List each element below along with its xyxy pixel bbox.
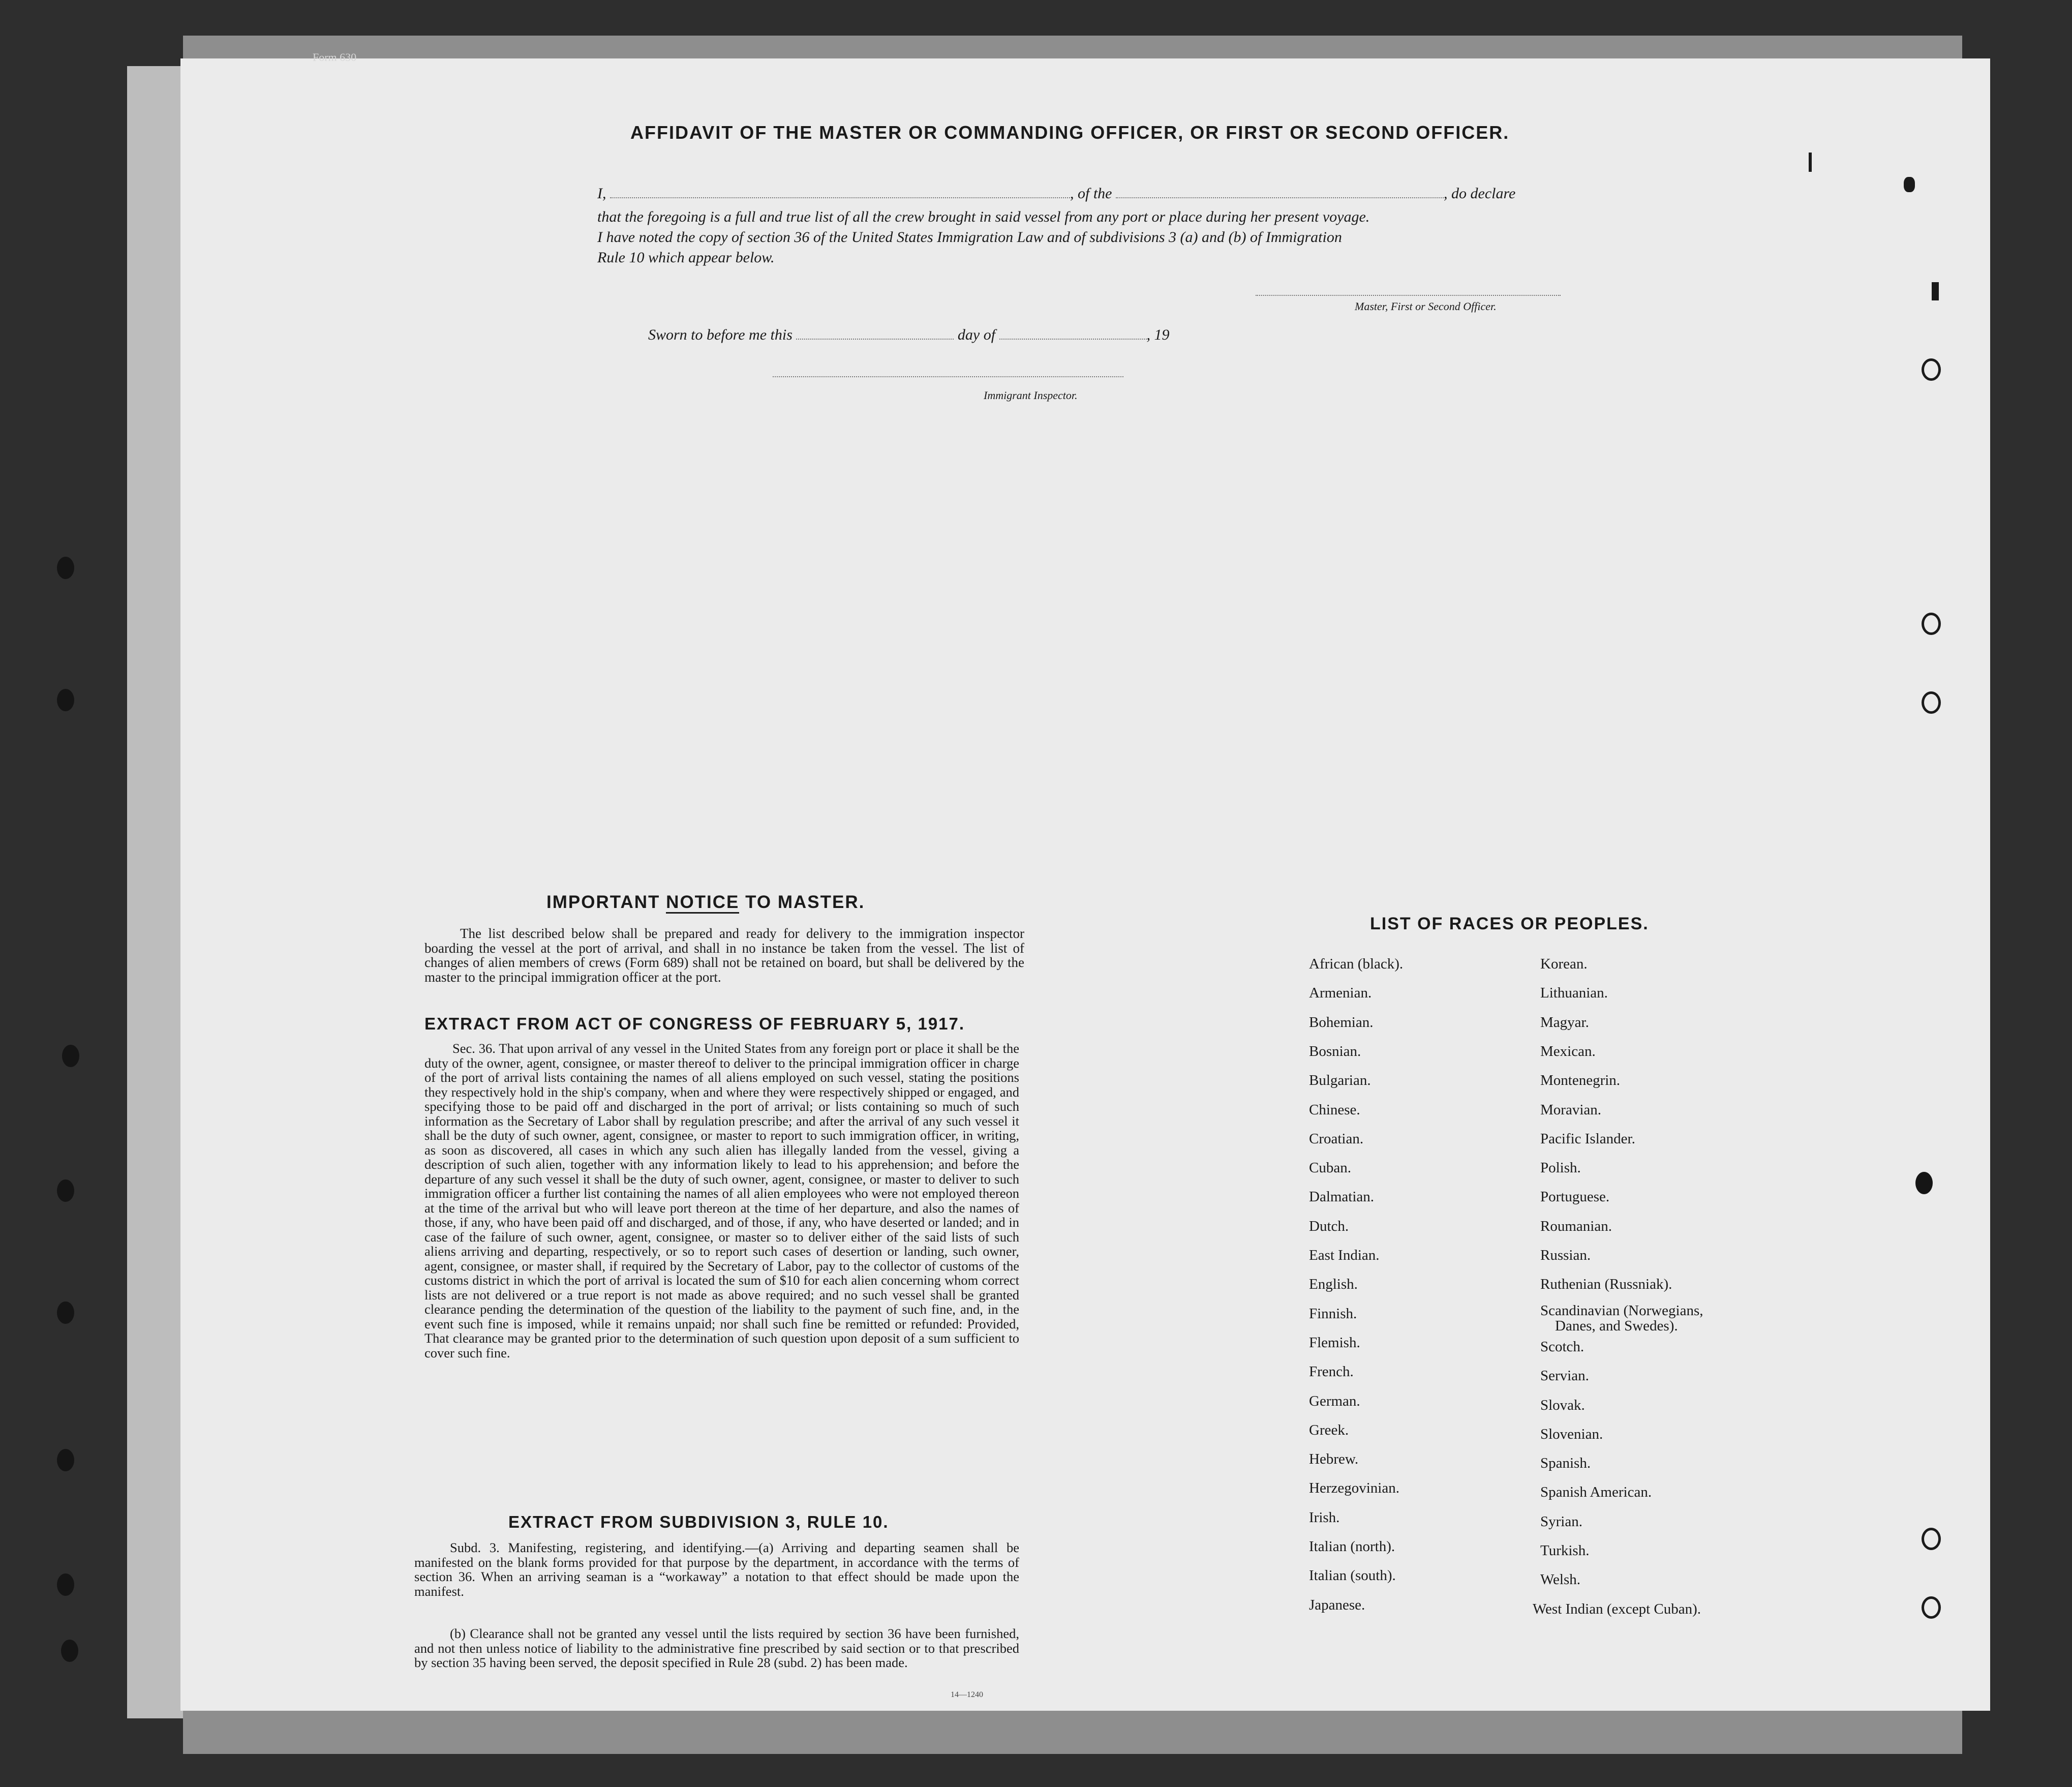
rule-extract-text-b: (b) Clearance shall not be granted any vessel until the lists required by section 36 have been furnished, and not then unless notice of liability to the administrative fine prescribed by said section or to that prescribed by section 35 having been served, the deposit specified in Rule 28 (subd. 2) has been made.: [414, 1626, 1019, 1670]
race-item: Polish.: [1540, 1160, 1581, 1176]
affidavit-line-start: I,: [597, 185, 606, 202]
binder-hole: [1922, 691, 1941, 714]
binder-hole: [57, 1449, 74, 1471]
notice-heading: [546, 892, 865, 913]
race-item: Pacific Islander.: [1540, 1130, 1635, 1147]
race-item: Russian.: [1540, 1247, 1591, 1263]
races-heading: LIST OF RACES OR PEOPLES.: [1370, 914, 1649, 933]
margin-mark: [1904, 177, 1915, 192]
race-item: Italian (south).: [1309, 1567, 1396, 1584]
race-item: Irish.: [1309, 1509, 1340, 1526]
race-item: Magyar.: [1540, 1014, 1589, 1031]
race-item: Flemish.: [1309, 1334, 1360, 1351]
act-extract-text: Sec. 36. That upon arrival of any vessel in the United States from any foreign port or place it shall be the duty of the owner, agent, consignee, or master thereof to deliver to the principal immigration officer in charge of the port of arrival lists containing the names of all aliens employed on such vessel, stating the positions they respectively hold in the ship's company, when and where they were respectively shipped or engaged, and specifying those to be paid off and discharged in the port of arrival; or lists containing so much of such information as the Secretary of Labor shall by regulation prescribe; and after the arrival of any such vessel it shall be the duty of such owner, agent, consignee, or master to report to such immigration officer, in writing, as soon as discovered, all cases in which any such alien has illegally landed from the vessel, giving a description of such alien, together with any information likely to lead to his apprehension; and before the departure of any such vessel it shall be the duty of such owner, agent, consignee, or master to deliver to such immigration officer a further list containing the names of all alien employees who were not employed thereon at the time of the arrival but who will leave port thereon at the time of her departure, and also the names of those, if any, who have been paid off and discharged, and of those, if any, who have deserted or landed; and in case of the failure of such owner, agent, consignee, or master so to deliver either of the said lists of such aliens arriving and departing, respectively, or so to report such cases of desertion or landing, such owner, agent, consignee, or master shall, if required by the Secretary of Labor, pay to the collector of customs of the customs district in which the port of arrival is located the sum of $10 for each alien concerning whom correct lists are not delivered or a true report is not made as above required; and no such vessel shall be granted clearance pending the determination of the question of the liability to the payment of such fine, and, in the event such fine is imposed, while it remains unpaid; nor shall such fine be remitted or refunded: Provided, That clearance may be granted prior to the determination of such question upon deposit of a sum sufficient to cover such fine.: [424, 1041, 1019, 1360]
race-item: Finnish.: [1309, 1305, 1357, 1322]
race-item: Spanish American.: [1540, 1484, 1652, 1501]
race-item: Bosnian.: [1309, 1043, 1361, 1059]
notice-heading-b: NOTICE: [666, 892, 739, 914]
inspector-signature-line: [773, 376, 1123, 377]
year-text: , 19: [1146, 326, 1170, 343]
master-signature-line: [1256, 295, 1561, 296]
notice-heading-a: IMPORTANT: [546, 892, 660, 912]
affidavit-title: AFFIDAVIT OF THE MASTER OR COMMANDING OFFICER, OR FIRST OR SECOND OFFICER.: [630, 122, 1510, 143]
binder-hole: [1922, 1596, 1941, 1619]
affidavit-line-2: that the foregoing is a full and true list of all the crew brought in said vessel from any port or place during her present voyage.: [597, 208, 1370, 225]
race-item: Mexican.: [1540, 1043, 1596, 1059]
race-item: English.: [1309, 1276, 1358, 1293]
race-item: Scotch.: [1540, 1338, 1585, 1355]
binder-hole: [57, 557, 74, 579]
race-item: Dutch.: [1309, 1218, 1349, 1234]
day-blank: [796, 325, 954, 340]
race-item: Greek.: [1309, 1421, 1349, 1438]
race-item: Turkish.: [1540, 1542, 1590, 1559]
race-item: Herzegovinian.: [1309, 1480, 1399, 1497]
race-item: German.: [1309, 1392, 1360, 1409]
race-item: Ruthenian (Russniak).: [1540, 1276, 1672, 1293]
margin-mark: [1809, 153, 1812, 172]
race-item: Japanese.: [1309, 1596, 1365, 1613]
form-number: Form 630: [313, 51, 357, 64]
race-item: Armenian.: [1309, 985, 1372, 1002]
race-item: Slovak.: [1540, 1397, 1585, 1413]
binder-hole: [57, 1179, 74, 1202]
notice-heading-c: TO MASTER.: [745, 892, 865, 912]
affidavit-line-mid: , of the: [1070, 185, 1112, 202]
notice-text: The list described below shall be prepared and ready for delivery to the immigration inspector boarding the vessel at the port of arrival, and shall in no instance be taken from the vessel. The list of changes of alien members of crews (Form 689) shall not be retained on board, but shall be delivered by the master to the principal immigration officer at the port.: [424, 926, 1024, 985]
binder-hole: [61, 1640, 78, 1662]
race-item: Korean.: [1540, 956, 1588, 972]
rule-extract-heading: EXTRACT FROM SUBDIVISION 3, RULE 10.: [508, 1512, 889, 1531]
binder-hole: [57, 1301, 74, 1324]
race-item: Moravian.: [1540, 1101, 1601, 1118]
race-item: Montenegrin.: [1540, 1072, 1621, 1089]
printer-code: 14—1240: [951, 1690, 983, 1699]
race-item: Servian.: [1540, 1368, 1589, 1384]
binder-hole: [1915, 1172, 1933, 1194]
vessel-blank: [1116, 184, 1444, 198]
race-item: Spanish.: [1540, 1455, 1591, 1472]
binder-hole: [57, 689, 74, 711]
race-item: Lithuanian.: [1540, 985, 1608, 1002]
master-signature-label: Master, First or Second Officer.: [1355, 300, 1497, 313]
affidavit-line-end: , do declare: [1444, 185, 1516, 202]
day-of-text: day of: [957, 326, 996, 343]
affidavit-line-3: I have noted the copy of section 36 of the United States Immigration Law and of subdivisions 3 (a) and (b) of Immigration: [597, 229, 1342, 246]
margin-mark: [1932, 282, 1939, 300]
race-item: Roumanian.: [1540, 1218, 1612, 1234]
sworn-text: Sworn to before me this: [648, 326, 793, 343]
race-item: Bohemian.: [1309, 1014, 1374, 1031]
binder-hole: [57, 1573, 74, 1596]
race-item: Cuban.: [1309, 1160, 1351, 1176]
affidavit-declaration-line: [597, 184, 1515, 202]
inspector-signature-label: Immigrant Inspector.: [984, 389, 1078, 402]
race-item: East Indian.: [1309, 1247, 1380, 1263]
race-item: Slovenian.: [1540, 1426, 1603, 1442]
race-item: Syrian.: [1540, 1513, 1582, 1530]
race-item: Hebrew.: [1309, 1451, 1359, 1468]
race-item: Welsh.: [1540, 1571, 1581, 1588]
document-page: [180, 58, 1990, 1711]
race-item: Dalmatian.: [1309, 1189, 1375, 1205]
race-item: Italian (north).: [1309, 1538, 1395, 1555]
month-blank: [999, 325, 1147, 340]
rule-extract-text-a: Subd. 3. Manifesting, registering, and identifying.—(a) Arriving and departing seamen shall be manifested on the blank forms provided for that purpose by the department, in accordance with the terms of section 36. When an arriving seaman is a “workaway” a notation to that effect should be made upon the manifest.: [414, 1540, 1019, 1599]
race-item: Croatian.: [1309, 1130, 1364, 1147]
race-item: Scandinavian (Norwegians, Danes, and Swedes).: [1540, 1302, 1703, 1334]
race-item: French.: [1309, 1364, 1354, 1380]
race-item: African (black).: [1309, 956, 1404, 972]
act-extract-heading: EXTRACT FROM ACT OF CONGRESS OF FEBRUARY 5, 1917.: [424, 1014, 965, 1033]
binder-hole: [1922, 1528, 1941, 1550]
binder-hole: [1922, 358, 1941, 381]
race-item: Bulgarian.: [1309, 1072, 1371, 1089]
race-item: West Indian (except Cuban).: [1533, 1600, 1701, 1617]
binder-hole: [62, 1045, 79, 1067]
affidavit-line-4: Rule 10 which appear below.: [597, 249, 775, 266]
sworn-line: [648, 325, 1170, 344]
binder-hole: [1922, 613, 1941, 635]
name-blank: [610, 184, 1070, 198]
race-item: Chinese.: [1309, 1101, 1360, 1118]
race-item: Portuguese.: [1540, 1189, 1610, 1205]
